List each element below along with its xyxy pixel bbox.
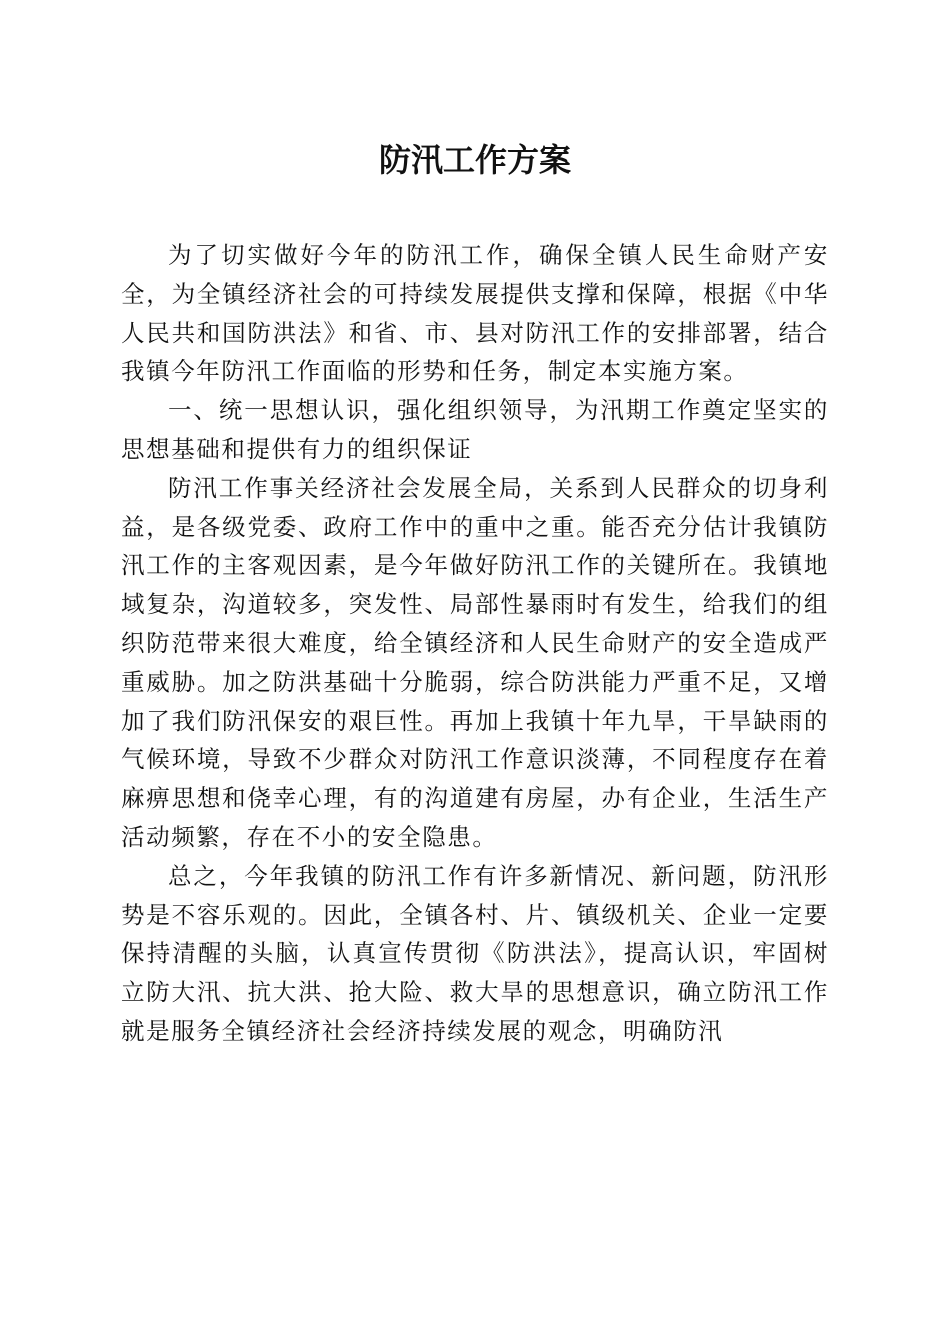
document-body	[121, 236, 829, 1051]
document-title: 防汛工作方案	[378, 141, 571, 179]
paragraph-situation: 防汛工作事关经济社会发展全局，关系到人民群众的切身利益，是各级党委、政府工作中的重中之重。能否充分估计我镇防汛工作的主客观因素，是今年做好防汛工作的关键所在。我镇地域复杂，沟道较多，突发性、局部性暴雨时有发生，给我们的组织防范带来很大难度，给全镇经济和人民生命财产的安全造成严重威胁。加之防洪基础十分脆弱，综合防洪能力严重不足，又增加了我们防汛保安的艰巨性。再加上我镇十年九旱，干旱缺雨的气候环境，导致不少群众对防汛工作意识淡薄，不同程度存在着麻痹思想和侥幸心理，有的沟道建有房屋，办有企业，生活生产活动频繁，存在不小的安全隐患。	[121, 473, 829, 851]
paragraph-intro: 为了切实做好今年的防汛工作，确保全镇人民生命财产安全，为全镇经济社会的可持续发展提供支撑和保障，根据《中华人民共和国防洪法》和省、市、县对防汛工作的安排部署，结合我镇今年防汛工作面临的形势和任务，制定本实施方案。	[121, 241, 829, 386]
paragraph-summary: 总之，今年我镇的防汛工作有许多新情况、新问题，防汛形势是不容乐观的。因此，全镇各村、片、镇级机关、企业一定要保持清醒的头脑，认真宣传贯彻《防洪法》，提高认识，牢固树立防大汛、抗大洪、抢大险、救大旱的思想意识，确立防汛工作就是服务全镇经济社会经济持续发展的观念，明确防汛	[121, 861, 829, 1045]
section-heading-one: 一、统一思想认识，强化组织领导，为汛期工作奠定坚实的思想基础和提供有力的组织保证	[121, 396, 829, 463]
